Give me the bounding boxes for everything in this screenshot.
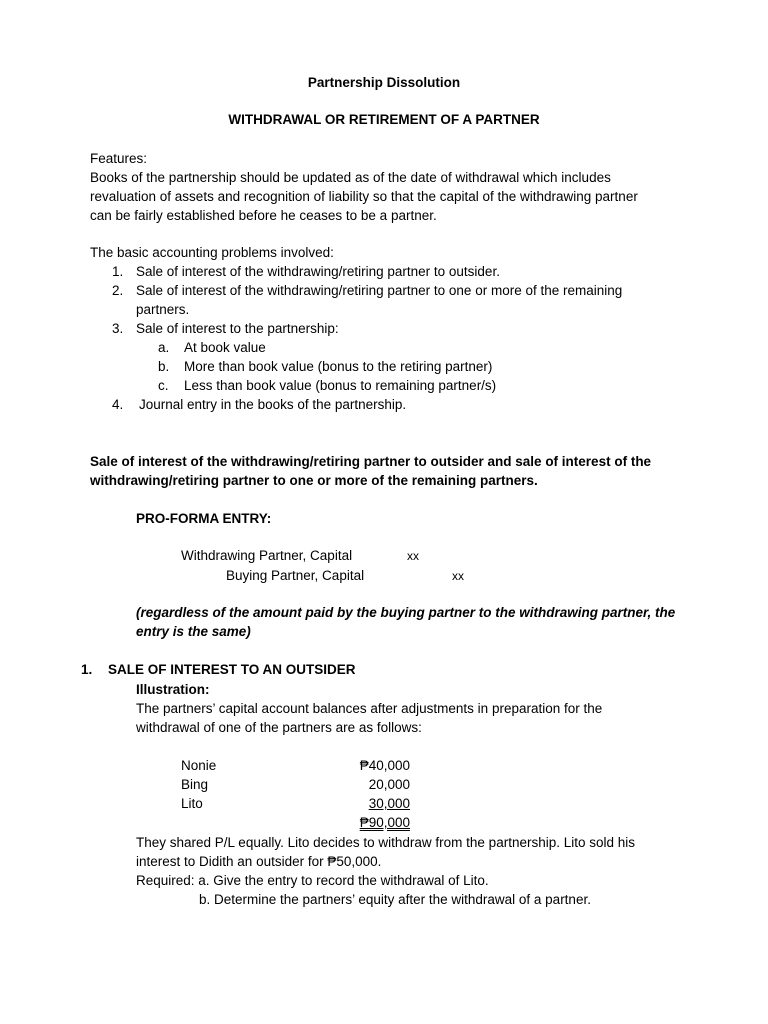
features-heading: Features: [90,151,148,166]
features-line: revaluation of assets and recognition of liability so that the capital of the withdrawing partner [90,189,638,204]
required-b: b. Determine the partners’ equity after the withdrawal of a partner. [199,892,591,907]
capital-total [330,813,410,832]
sub-list-letter: c. [158,378,169,393]
partner-amount: 20,000 [368,777,410,792]
illustration-label: Illustration: [136,682,210,697]
illustration-intro: The partners’ capital account balances after adjustments in preparation for the [136,701,603,716]
features-line: can be fairly established before he ceases to be a partner. [90,208,437,223]
list-item: Sale of interest of the withdrawing/retiring partner to outsider. [136,264,500,279]
credit-account: Buying Partner, Capital [226,568,365,583]
list-item: Journal entry in the books of the partnership. [139,397,407,412]
list-number: 3. [112,321,124,336]
debit-account: Withdrawing Partner, Capital [181,548,353,563]
list-number: 1. [112,264,124,279]
partner-amount: ₱40,000 [359,758,410,773]
sub-list-item: Less than book value (bonus to remaining partner/s) [184,378,497,393]
proforma-label: PRO-FORMA ENTRY: [136,511,272,526]
section-heading: Sale of interest of the withdrawing/retiring partner to outsider and sale of interest of the [90,454,652,469]
document-title: Partnership Dissolution [307,75,461,90]
problems-intro: The basic accounting problems involved: [90,245,334,260]
list-number: 4. [112,397,124,412]
features-line: Books of the partnership should be updated as of the date of withdrawal which includes [90,170,611,185]
narrative-line: interest to Didith an outsider for ₱50,000. [136,854,382,869]
credit-amount: xx [452,569,464,583]
illustration-heading: SALE OF INTEREST TO AN OUTSIDER [108,662,356,677]
partner-amount-value: 30,000 [368,796,410,811]
proforma-note: entry is the same) [136,624,251,639]
sub-list-letter: b. [158,359,170,374]
list-item: Sale of interest to the partnership: [136,321,339,336]
list-item-continuation: partners. [136,302,190,317]
debit-amount: xx [407,549,419,563]
partner-name: Nonie [181,758,217,773]
capital-total-value: ₱90,000 [359,815,410,830]
sub-list-item: At book value [184,340,266,355]
illustration-number: 1. [81,662,93,677]
partner-name: Lito [181,796,203,811]
list-item: Sale of interest of the withdrawing/retiring partner to one or more of the remaining [136,283,623,298]
partner-amount [330,794,410,813]
section-heading: withdrawing/retiring partner to one or more of the remaining partners. [90,473,538,488]
required-a: Required: a. Give the entry to record the withdrawal of Lito. [136,873,489,888]
sub-list-letter: a. [158,340,170,355]
sub-list-item: More than book value (bonus to the retiring partner) [184,359,493,374]
proforma-note: (regardless of the amount paid by the buying partner to the withdrawing partner, the [136,605,676,620]
list-number: 2. [112,283,124,298]
partner-name: Bing [181,777,209,792]
document-subtitle: WITHDRAWAL OR RETIREMENT OF A PARTNER [228,112,540,127]
narrative-line: They shared P/L equally. Lito decides to withdraw from the partnership. Lito sold his [136,835,636,850]
illustration-intro: withdrawal of one of the partners are as follows: [136,720,422,735]
